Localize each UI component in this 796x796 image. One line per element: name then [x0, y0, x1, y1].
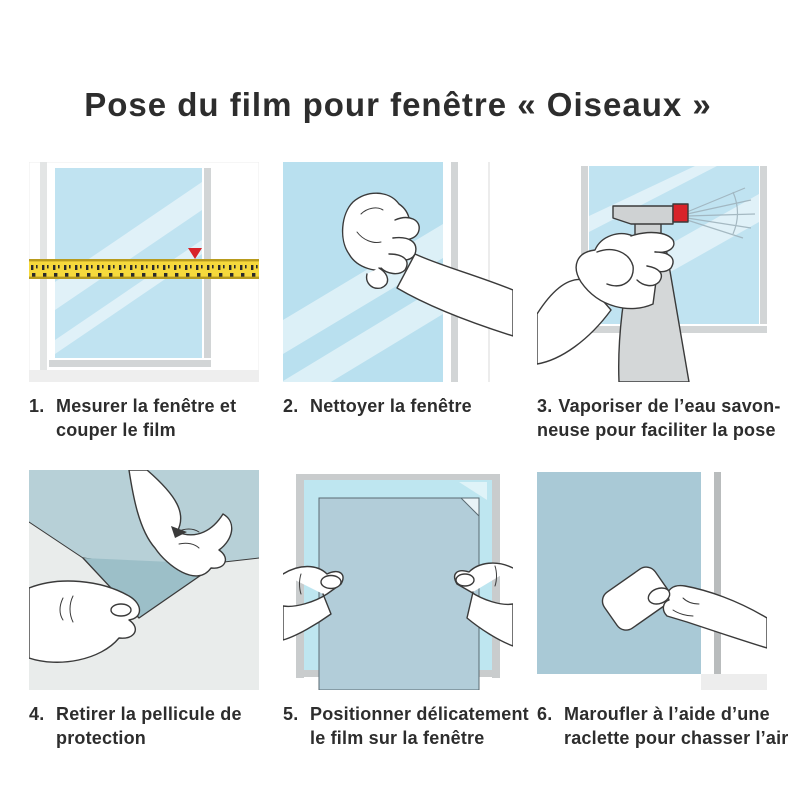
fingertip	[456, 574, 474, 586]
step-4-caption	[29, 702, 259, 752]
step-3-illustration	[537, 162, 767, 382]
caption-line-2: le film sur la fenêtre	[310, 728, 485, 749]
caption-line-2: protection	[56, 728, 146, 749]
peel-liner-illustration	[29, 470, 259, 690]
window-frame-top	[296, 474, 500, 480]
window-frame-right	[714, 472, 721, 674]
film-sheet	[319, 498, 479, 690]
caption-line-2: couper le film	[56, 420, 176, 441]
step-6-caption	[537, 702, 789, 752]
page-title: Pose du film pour fenêtre « Oiseaux »	[84, 86, 712, 123]
window-sill	[701, 674, 767, 690]
caption-line-1: Maroufler à l’aide d’une	[564, 704, 770, 724]
window-frame-right	[760, 166, 767, 324]
window-sill	[29, 370, 259, 382]
caption-line-1: Vaporiser de l’eau savon-	[558, 396, 781, 416]
caption-line-1: Retirer la pellicule de	[56, 704, 242, 724]
step-number: 1.	[29, 396, 45, 416]
fingertip	[321, 576, 341, 589]
caption-line-2: raclette pour chasser l’air	[564, 728, 789, 749]
step-4	[29, 470, 259, 752]
measuring-tape-icon	[29, 259, 259, 279]
caption-line-1: Positionner délicatement	[310, 704, 529, 724]
step-number: 5.	[283, 704, 299, 724]
step-6-illustration	[537, 470, 767, 690]
measure-window-illustration	[29, 162, 259, 382]
step-2-illustration	[283, 162, 513, 382]
caption-line-2: neuse pour faciliter la pose	[537, 420, 776, 441]
step-5	[283, 470, 529, 752]
step-3-caption	[537, 394, 781, 444]
caption-line-1: Mesurer la fenêtre et	[56, 396, 237, 416]
step-6	[537, 470, 789, 752]
frame-detail-line	[488, 162, 490, 382]
squeegee-illustration	[537, 470, 767, 690]
step-number: 3.	[537, 396, 553, 416]
step-2	[283, 162, 513, 444]
step-1-illustration	[29, 162, 259, 382]
step-1-caption	[29, 394, 259, 444]
step-3	[537, 162, 781, 444]
step-2-caption	[283, 394, 513, 444]
step-number: 6.	[537, 704, 553, 724]
step-1	[29, 162, 259, 444]
window-frame-bottom	[49, 360, 211, 367]
caption-line-1: Nettoyer la fenêtre	[310, 396, 472, 416]
steps-grid	[29, 162, 789, 752]
spray-nozzle-red-cap	[673, 204, 688, 222]
step-4-illustration	[29, 470, 259, 690]
film-covered-glass	[537, 472, 701, 674]
step-number: 4.	[29, 704, 45, 724]
step-number: 2.	[283, 396, 299, 416]
spray-window-illustration	[537, 162, 767, 382]
step-5-illustration	[283, 470, 513, 690]
thumb-nail	[111, 604, 131, 616]
position-film-illustration	[283, 470, 513, 690]
step-5-caption	[283, 702, 529, 752]
clean-window-illustration	[283, 162, 513, 382]
